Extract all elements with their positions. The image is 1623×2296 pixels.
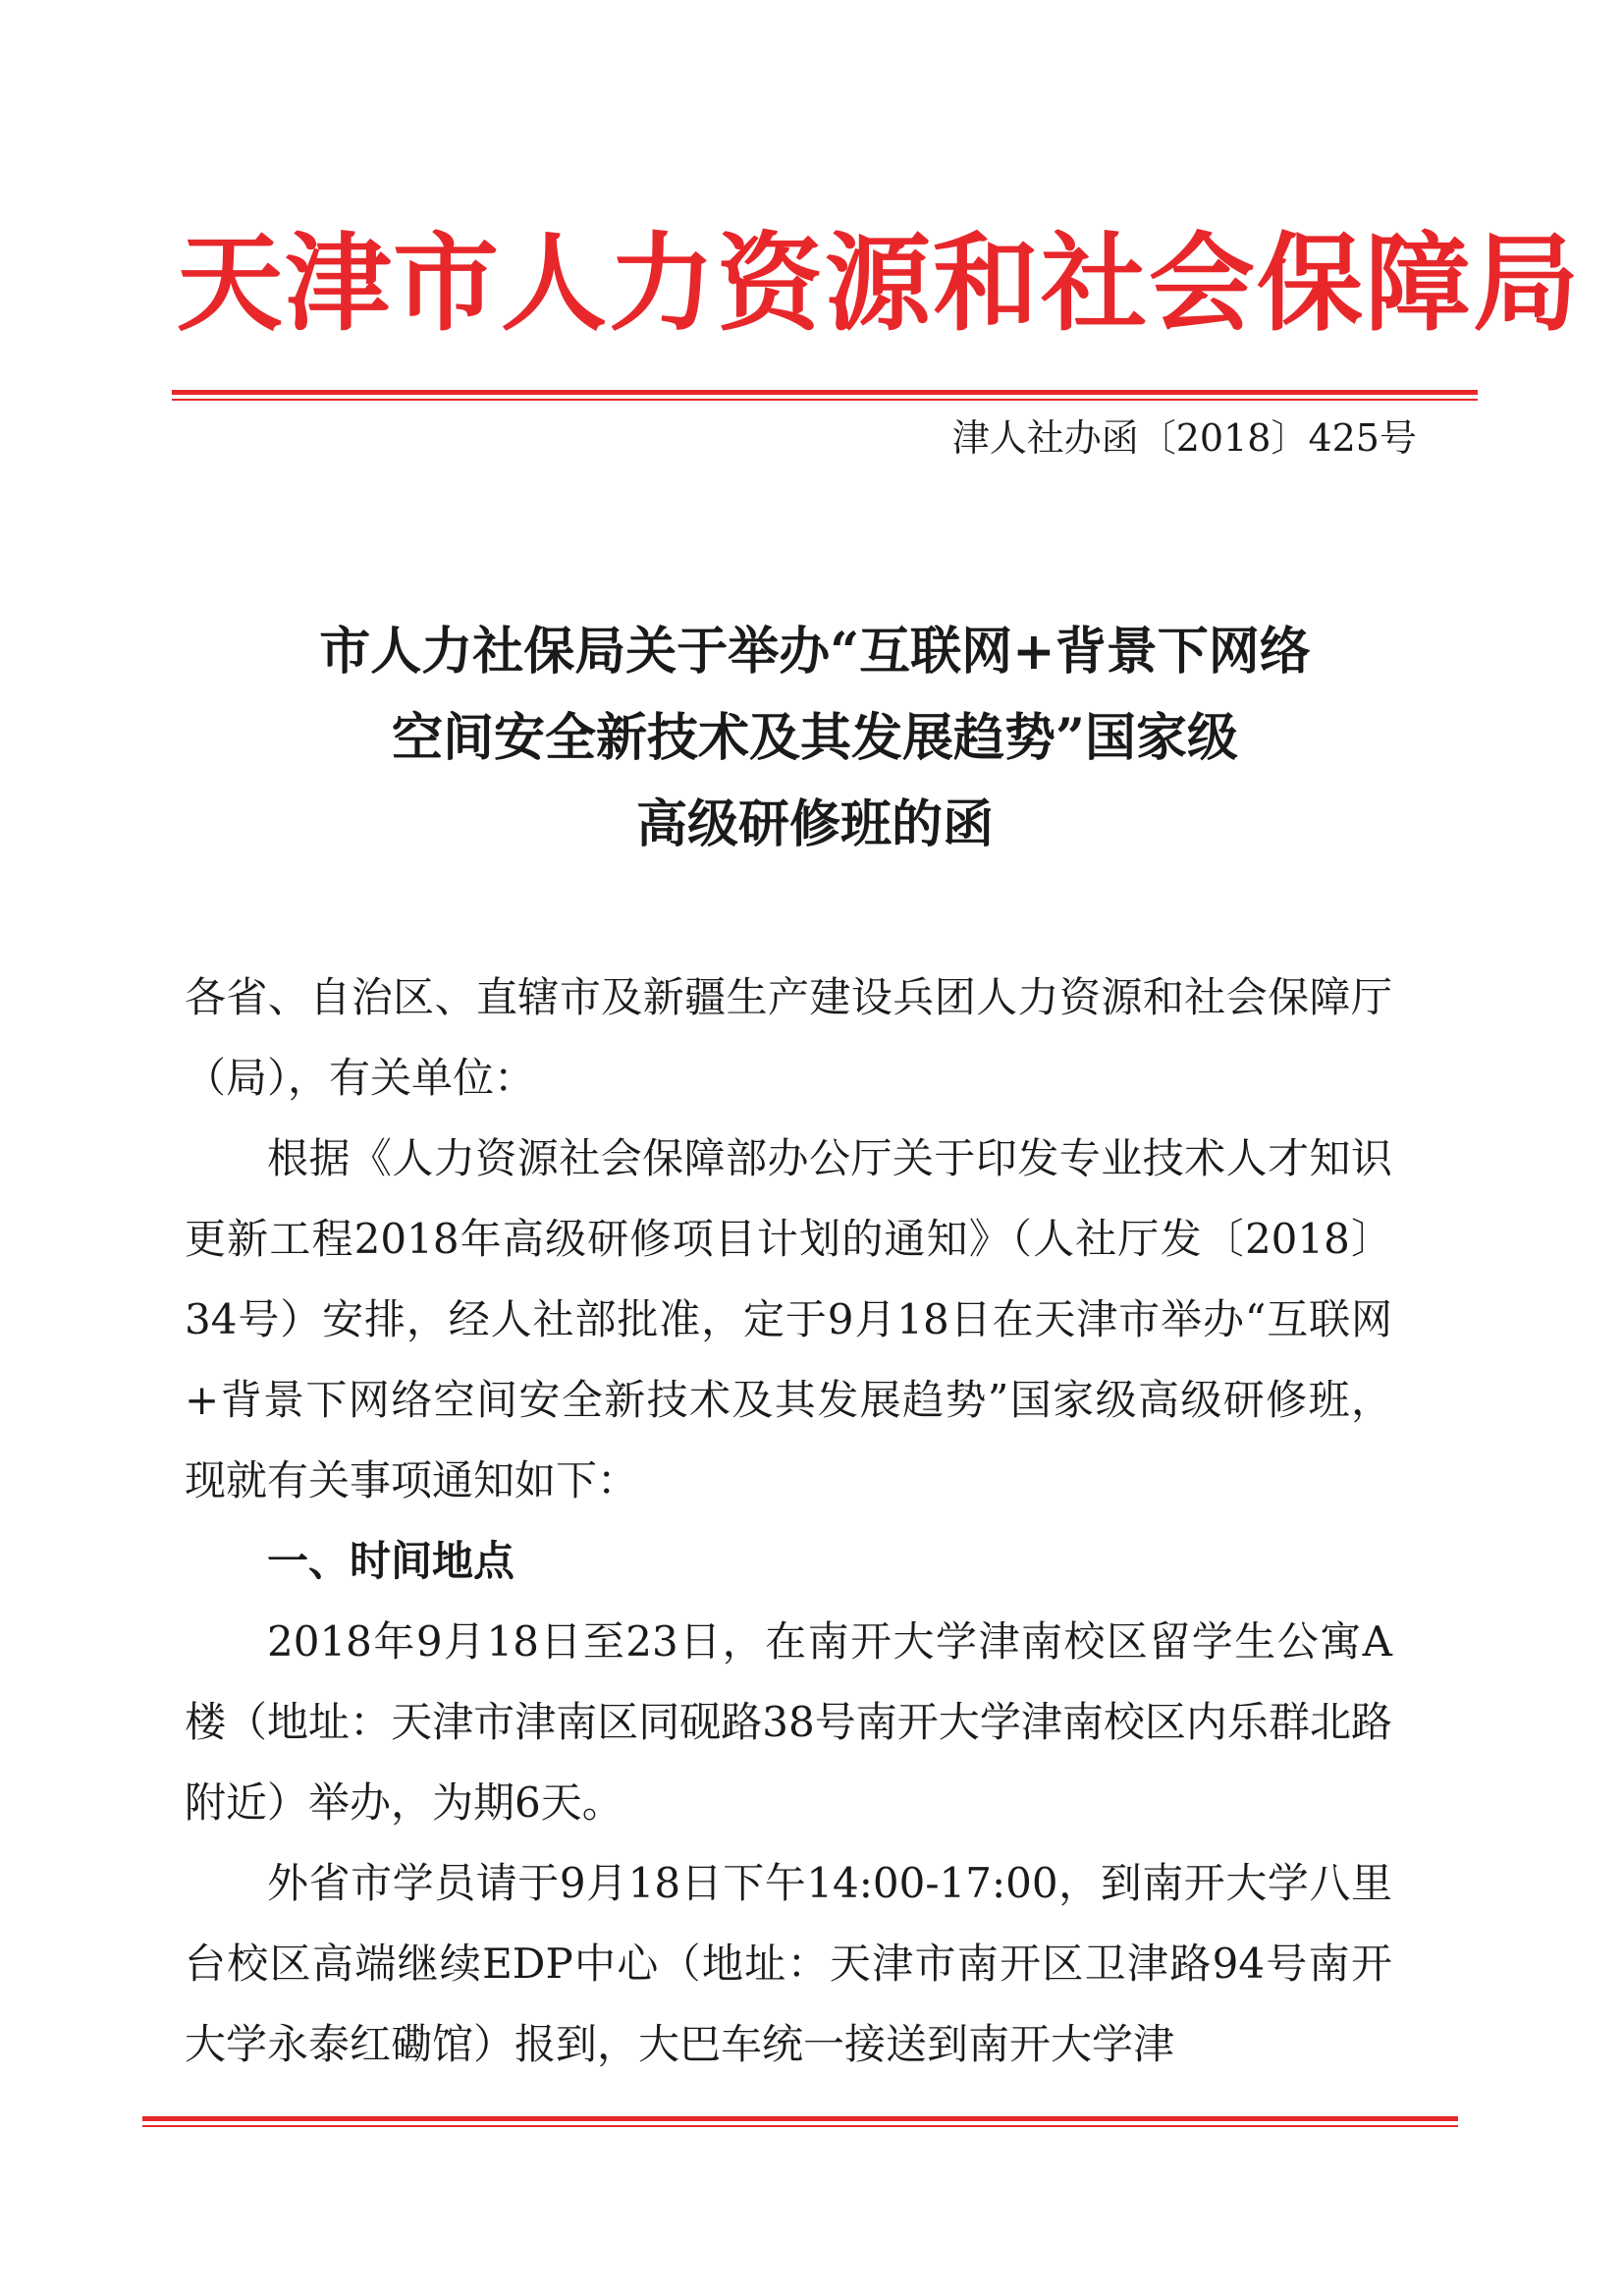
document-number: 津人社办函〔2018〕425号 <box>951 416 1417 460</box>
paragraph-registration: 外省市学员请于9月18日下午14:00-17:00，到南开大学八里台校区高端继续EDP中心（地址：天津市南开区卫津路94号南开大学永泰红磡馆）报到，大巴车统一接送到南开大学津 <box>185 1859 1392 2068</box>
section-heading-time-place: 一、时间地点 <box>267 1537 515 1585</box>
salutation: 各省、自治区、直辖市及新疆生产建设兵团人力资源和社会保障厅（局），有关单位： <box>185 973 1392 1102</box>
agency-letterhead: 天津市人力资源和社会保障局 <box>177 223 1582 346</box>
title-line-1: 市人力社保局关于举办“互联网+背景下网络 <box>319 622 1311 682</box>
footer-divider <box>142 2116 1458 2127</box>
title-line-3: 高级研修班的函 <box>635 794 994 854</box>
document-body <box>185 957 1392 2085</box>
paragraph-basis: 根据《人力资源社会保障部办公厅关于印发专业技术人才知识更新工程2018年高级研修项目计划的通知》（人社厅发〔2018〕34号）安排，经人社部批准，定于9月18日在天津市举办“互联网+背景下网络空间安全新技术及其发展趋势”国家级高级研修班，现就有关事项通知如下： <box>185 1134 1392 1504</box>
title-line-2: 空间安全新技术及其发展趋势”国家级 <box>392 708 1238 768</box>
paragraph-time-place: 2018年9月18日至23日，在南开大学津南校区留学生公寓A楼（地址：天津市津南区同砚路38号南开大学津南校区内乐群北路附近）举办，为期6天。 <box>185 1617 1392 1827</box>
letterhead-divider <box>172 390 1478 401</box>
document-title <box>177 609 1453 868</box>
